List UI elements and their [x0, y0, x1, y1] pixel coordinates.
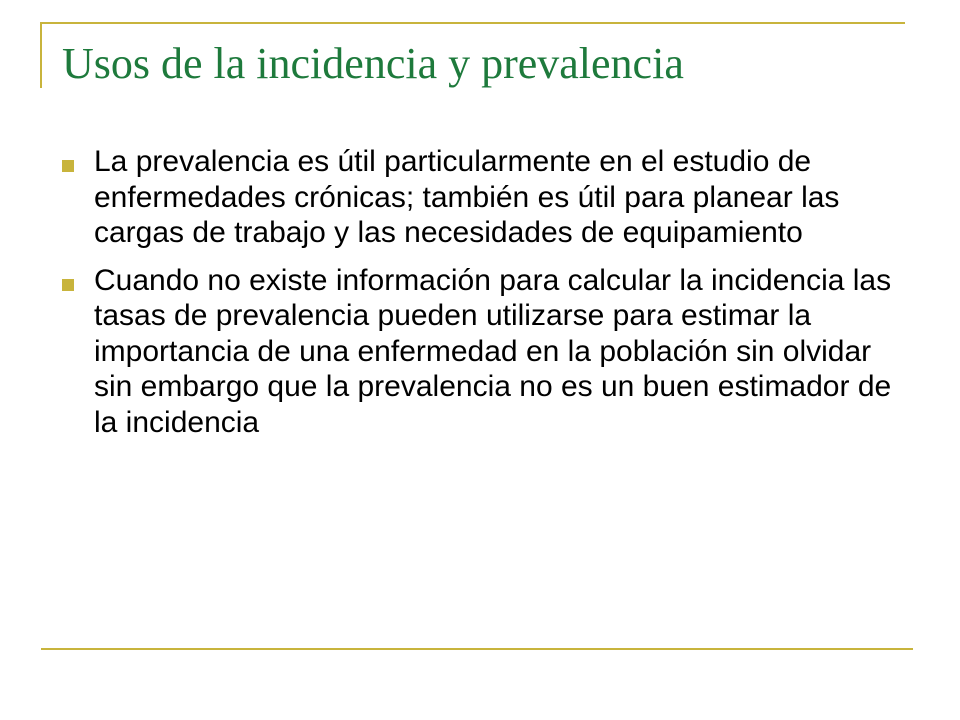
bullet-text: La prevalencia es útil particularmente en el estudio de enfermedades crónicas; también es útil para planear las cargas de trabajo y las necesidades de equipamiento: [94, 145, 840, 249]
bottom-rule: [41, 648, 913, 650]
bullet-item: [62, 144, 912, 251]
top-rule: [41, 22, 905, 24]
square-bullet-icon: [62, 160, 74, 172]
bullet-list: [62, 144, 912, 452]
square-bullet-icon: [62, 279, 74, 291]
bullet-text: Cuando no existe información para calcular la incidencia las tasas de prevalencia pueden utilizarse para estimar la importancia de una enfermedad en la población sin olvidar sin embargo que la prevalencia no es un buen estimador de la incidencia: [94, 263, 892, 439]
bullet-item: [62, 263, 912, 441]
slide-title: Usos de la incidencia y prevalencia: [62, 39, 684, 88]
left-rule: [40, 22, 42, 88]
